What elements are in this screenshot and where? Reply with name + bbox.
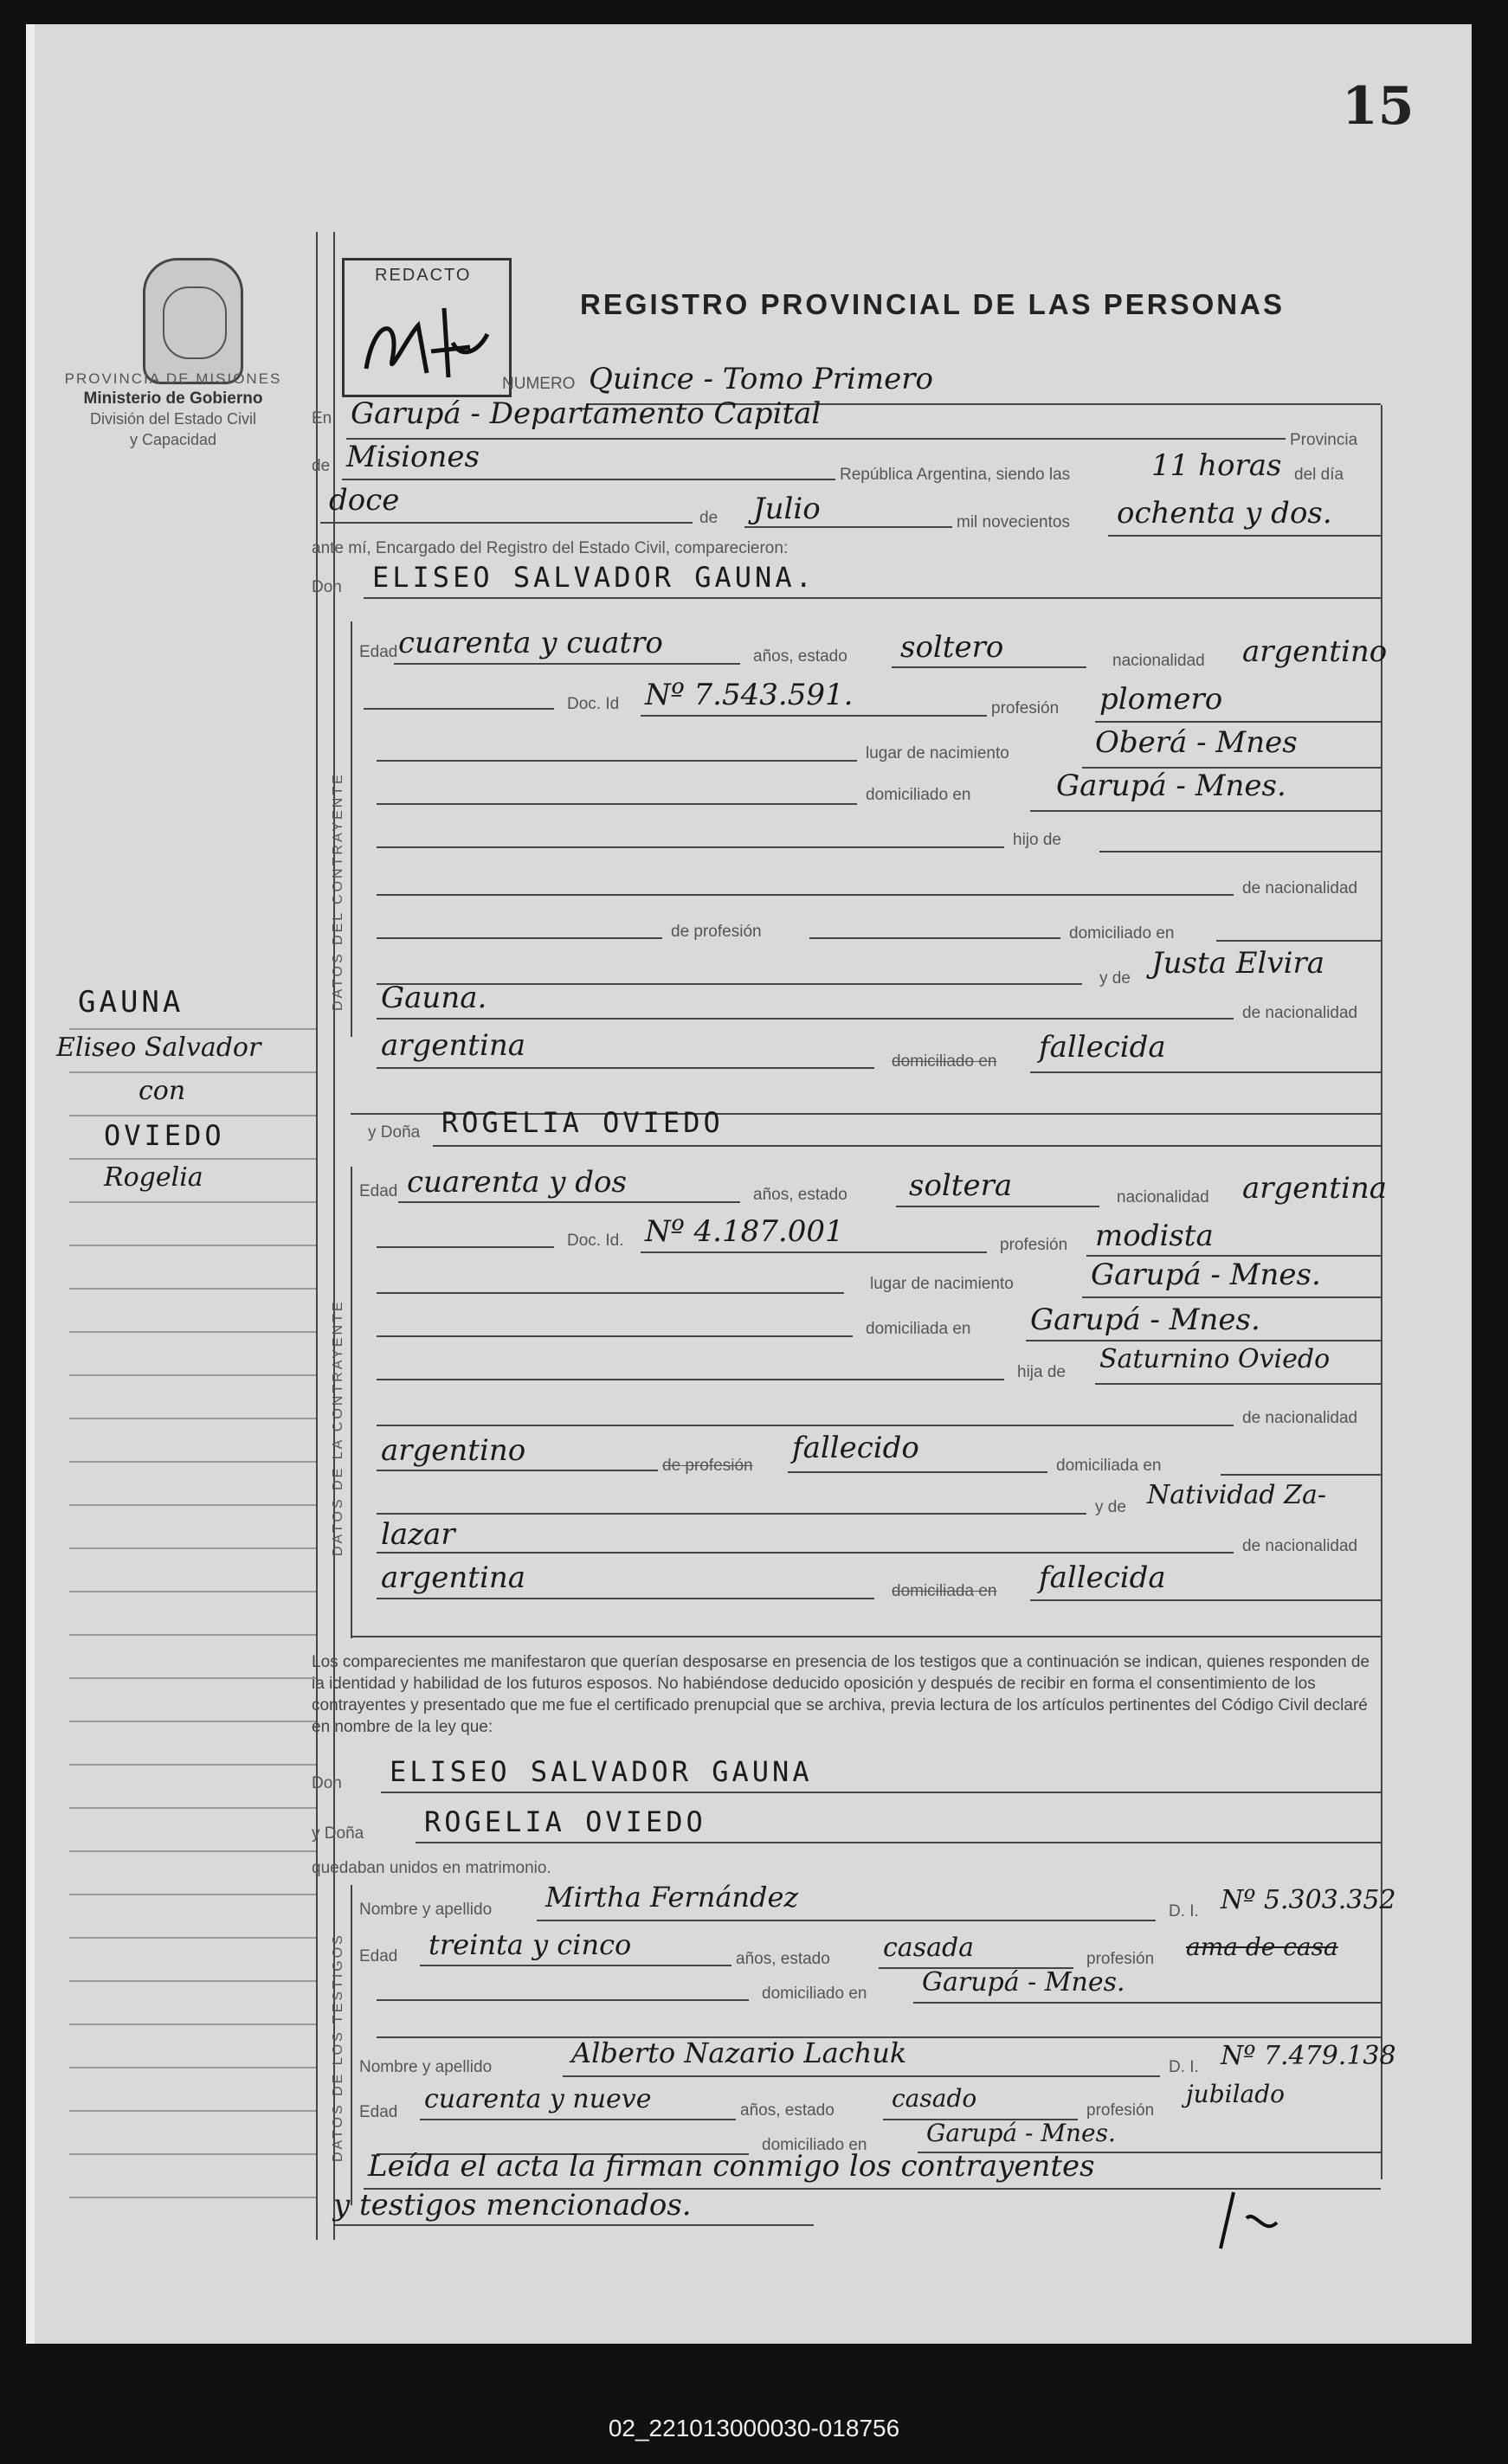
c-domicilio-label: domiciliado en <box>866 786 971 804</box>
c-madre-nac-label: de nacionalidad <box>1242 1004 1358 1022</box>
f-lugar-nac-value: Garupá - Mnes. <box>1091 1258 1321 1292</box>
f-madre-nac-label: de nacionalidad <box>1242 1537 1358 1555</box>
f-dom-en-label: domiciliada en <box>1056 1457 1162 1475</box>
f-nacionalidad-label: nacionalidad <box>1117 1188 1209 1206</box>
f-padre-estado: fallecido <box>792 1431 919 1465</box>
c-dom-en-label: domiciliado en <box>1069 924 1175 942</box>
f-madre-cont: lazar <box>381 1517 455 1552</box>
coat-of-arms-seal <box>143 258 243 384</box>
f-doc-value: Nº 4.187.001 <box>645 1214 844 1249</box>
t1-edad-label: Edad <box>359 1947 398 1965</box>
f-nacionalidad-value: argentina <box>1242 1171 1388 1206</box>
f-madre-dom-label: domiciliada en <box>892 1582 997 1600</box>
de-label: de <box>312 457 331 475</box>
t2-edad-label: Edad <box>359 2103 398 2121</box>
register-title: REGISTRO PROVINCIAL DE LAS PERSONAS <box>580 288 1285 320</box>
org-line-1: PROVINCIA DE MISIONES <box>64 370 282 387</box>
c-de-prof-label: de profesión <box>671 923 762 941</box>
initials-signature <box>349 299 505 386</box>
f-de-nac-label: de nacionalidad <box>1242 1409 1358 1427</box>
testigos-section-label: DATOS DE LOS TESTIGOS <box>331 1933 345 2162</box>
c-madre-dom-label: domiciliado en <box>892 1052 997 1071</box>
c-edad-value: cuarenta y cuatro <box>398 626 663 660</box>
c-madre-cont: Gauna. <box>381 981 487 1015</box>
t1-di-label: D. I. <box>1169 1902 1199 1920</box>
c-madre-value: Justa Elvira <box>1151 946 1325 981</box>
de-mes-label: de <box>699 509 719 527</box>
numero-label: NUMERO <box>502 375 576 393</box>
c-nacionalidad-label: nacionalidad <box>1112 652 1205 670</box>
t2-nombre-label: Nombre y apellido <box>359 2058 493 2076</box>
t1-profesion-value: ama de casa <box>1186 1933 1338 1961</box>
don-value: ELISEO SALVADOR GAUNA. <box>372 561 815 594</box>
f-padre-nacionalidad: argentino <box>381 1433 526 1468</box>
f-de-prof-label: de profesión <box>662 1457 753 1475</box>
t2-domicilio-label: domiciliado en <box>762 2136 867 2154</box>
t1-di-value: Nº 5.303.352 <box>1221 1885 1396 1915</box>
c-doc-label: Doc. Id <box>567 695 620 713</box>
org-line-3: División del Estado Civil <box>89 410 257 428</box>
f-edad-label: Edad <box>359 1182 398 1200</box>
margin-con: con <box>139 1076 186 1106</box>
org-line-2: Ministerio de Gobierno <box>83 389 263 408</box>
t2-nombre-value: Alberto Nazario Lachuk <box>571 2036 907 2069</box>
t2-profesion-value: jubilado <box>1186 2080 1286 2108</box>
t1-anios-label: años, estado <box>736 1950 830 1968</box>
t1-edad-value: treinta y cinco <box>429 1928 632 1961</box>
f-profesion-label: profesión <box>1000 1236 1068 1254</box>
c-profesion-label: profesión <box>991 699 1060 717</box>
margin-given-names: Eliseo Salvador <box>56 1033 261 1063</box>
f-anios-label: años, estado <box>753 1186 847 1204</box>
t1-estado-value: casada <box>883 1933 975 1963</box>
mes-value: Julio <box>753 492 821 526</box>
t1-domicilio-label: domiciliado en <box>762 1985 867 2003</box>
signature-mark <box>1195 2184 1299 2253</box>
anio-value: ochenta y dos. <box>1117 496 1332 531</box>
del-dia-label: del día <box>1294 466 1344 484</box>
f-profesion-value: modista <box>1095 1219 1214 1253</box>
c-estado-value: soltero <box>900 630 1004 665</box>
t2-estado-value: casado <box>892 2084 977 2113</box>
hora-value: 11 horas <box>1151 448 1282 483</box>
en-label: En <box>312 409 332 428</box>
f-edad-value: cuarenta y dos <box>407 1165 627 1200</box>
c-doc-value: Nº 7.543.591. <box>645 678 854 712</box>
f-madre-estado: fallecida <box>1039 1560 1166 1595</box>
c-lugar-nac-value: Oberá - Mnes <box>1095 725 1298 760</box>
margin-given-name-2: Rogelia <box>104 1162 203 1193</box>
c-profesion-value: plomero <box>1099 682 1223 717</box>
c-lugar-nac-label: lugar de nacimiento <box>866 744 1009 762</box>
ante-label: ante mí, Encargado del Registro del Estado Civil, comparecieron: <box>312 539 789 557</box>
t1-nombre-label: Nombre y apellido <box>359 1901 493 1919</box>
c-de-nac-label: de nacionalidad <box>1242 879 1358 897</box>
republica-label: República Argentina, siendo las <box>840 466 1071 484</box>
c-hijo-label: hijo de <box>1013 831 1061 849</box>
f-estado-value: soltera <box>909 1168 1013 1203</box>
c-y-de-label: y de <box>1099 969 1131 988</box>
dona-label: y Doña <box>368 1123 421 1142</box>
f-padre-value: Saturnino Oviedo <box>1099 1344 1331 1374</box>
t2-edad-value: cuarenta y nueve <box>424 2084 652 2114</box>
t1-nombre-value: Mirtha Fernández <box>545 1881 799 1914</box>
stamp-label: REDACTO <box>375 266 472 285</box>
c-madre-nacionalidad: argentina <box>381 1028 526 1063</box>
c-domicilio-value: Garupá - Mnes. <box>1056 769 1286 803</box>
t2-di-value: Nº 7.479.138 <box>1221 2041 1396 2071</box>
dia-value: doce <box>329 483 400 518</box>
closing-line-1: Leída el acta la firman conmigo los contrayentes <box>368 2149 1095 2184</box>
f-lugar-nac-label: lugar de nacimiento <box>870 1275 1014 1293</box>
decl-don-value: ELISEO SALVADOR GAUNA <box>390 1755 813 1788</box>
f-y-de-label: y de <box>1095 1498 1126 1516</box>
f-doc-label: Doc. Id. <box>567 1232 624 1250</box>
f-madre-nacionalidad: argentina <box>381 1560 526 1595</box>
margin-surname-2: OVIEDO <box>104 1119 225 1152</box>
dona-value: ROGELIA OVIEDO <box>441 1106 724 1139</box>
c-anios-label: años, estado <box>753 647 847 666</box>
mil-label: mil novecientos <box>957 513 1070 531</box>
provincia-label: Provincia <box>1290 431 1358 449</box>
closing-line-2: y testigos mencionados. <box>333 2188 692 2223</box>
lugar-value: Garupá - Departamento Capital <box>351 396 822 431</box>
contrayenta-section-label: DATOS DE LA CONTRAYENTE <box>331 1299 345 1556</box>
t1-domicilio-value: Garupá - Mnes. <box>922 1967 1125 1998</box>
f-hija-label: hija de <box>1017 1363 1066 1381</box>
c-nacionalidad-value: argentino <box>1242 634 1388 669</box>
numero-value: Quince - Tomo Primero <box>589 362 933 396</box>
f-domicilio-value: Garupá - Mnes. <box>1030 1303 1260 1337</box>
decl-dona-label: y Doña <box>312 1824 364 1843</box>
f-domicilio-label: domiciliada en <box>866 1320 971 1338</box>
register-page <box>26 24 1472 2344</box>
provincia-value: Misiones <box>346 440 480 474</box>
t2-profesion-label: profesión <box>1086 2101 1155 2120</box>
contrayente-section-label: DATOS DEL CONTRAYENTE <box>331 772 345 1011</box>
f-madre-value: Natividad Za- <box>1147 1480 1327 1510</box>
image-footer-id: 02_221013000030-018756 <box>608 2415 900 2441</box>
redacto-stamp <box>342 258 512 397</box>
margin-surname: GAUNA <box>78 985 184 1020</box>
page-number: 15 <box>1342 76 1415 137</box>
c-madre-estado: fallecida <box>1039 1030 1166 1065</box>
quedaban-label: quedaban unidos en matrimonio. <box>312 1859 551 1877</box>
don-label: Don <box>312 578 342 596</box>
t2-anios-label: años, estado <box>740 2101 835 2120</box>
t1-profesion-label: profesión <box>1086 1950 1155 1968</box>
t2-domicilio-value: Garupá - Mnes. <box>926 2119 1116 2147</box>
t2-di-label: D. I. <box>1169 2058 1199 2076</box>
org-line-4: y Capacidad <box>129 431 217 448</box>
decl-dona-value: ROGELIA OVIEDO <box>424 1805 706 1838</box>
decl-don-label: Don <box>312 1774 342 1792</box>
declaracion-text: Los comparecientes me manifestaron que querían desposarse en presencia de los testigos que a continuación se indican, quienes responden de la identidad y habilidad de los futuros esposos. No habiéndose deducido oposición y después de recibir en forma el consentimiento de los contrayentes y presentado que me fue el certificado prenupcial que se archiva, previa lectura de los artículos pertinentes del Código Civil declaré en nombre de la ley que: <box>312 1653 1370 1736</box>
c-edad-label: Edad <box>359 643 398 661</box>
